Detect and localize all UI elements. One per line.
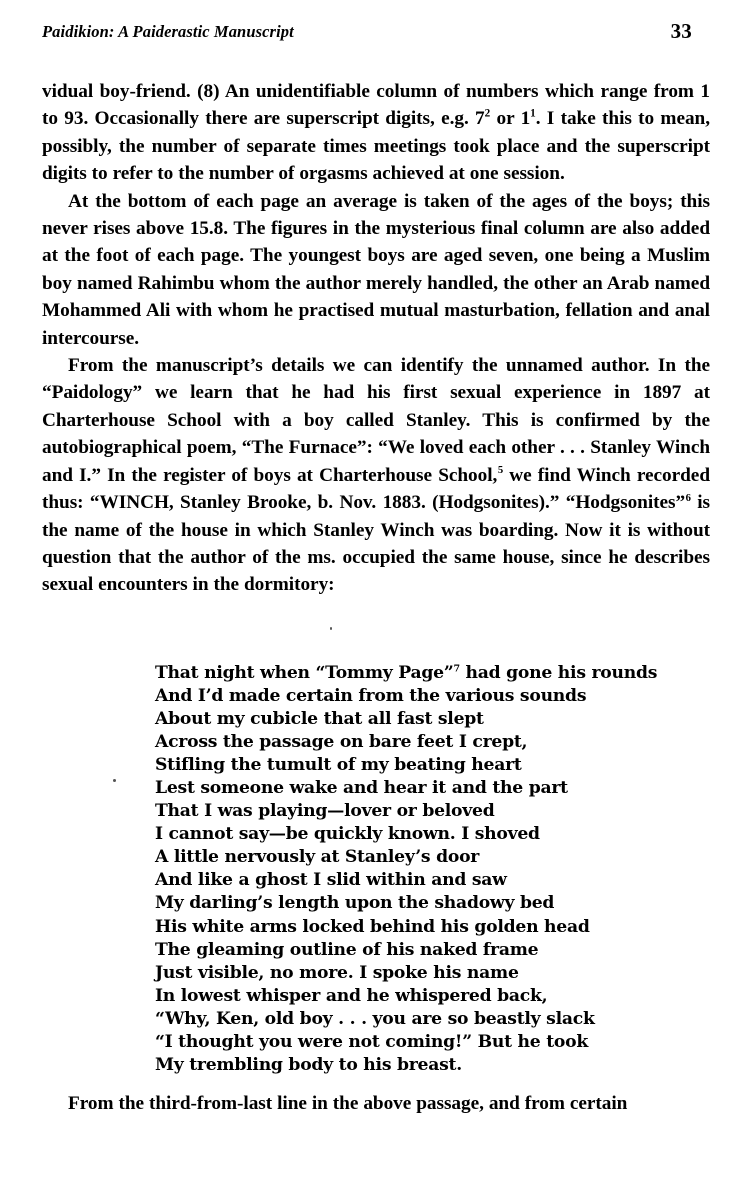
verse-line: That I was playing—lover or beloved <box>155 801 495 822</box>
verse-line: That night when “Tommy Page”$^7$ had gone his rounds <box>155 663 658 683</box>
running-head <box>42 19 692 48</box>
verse-line: “I thought you were not coming!” But he took <box>155 1031 588 1052</box>
verse-line: The gleaming outline of his naked frame <box>155 939 539 960</box>
paragraph-1: vidual boy-friend. (8) An unidentifiable column of numbers which range from 1 to 93. Occasionally there are superscript digits, e.g. $7^2$ or $1^1$. I take this to mean, possibly, the number of separate times meetings took place and the superscript digits to refer to the number of orgasms achieved at one session. <box>42 81 710 185</box>
verse-line: His white arms locked behind his golden head <box>155 916 590 937</box>
footnote-marker: 6 <box>685 492 691 504</box>
closing-paragraph-block <box>42 1090 710 1117</box>
superscript-digit: 2 <box>484 107 491 120</box>
verse-line: Lest someone wake and hear it and the part <box>155 778 568 799</box>
verse-line: Just visible, no more. I spoke his name <box>155 962 519 983</box>
closing-paragraph: From the third-from-last line in the above passage, and from certain <box>68 1093 628 1114</box>
running-head-title: Paidikion: A Paiderastic Manuscript <box>42 22 294 41</box>
superscript-digit: 1 <box>530 107 536 120</box>
paragraph-3: From the manuscript’s details we can identify the unnamed author. In the “Paidology” we learn that he had his first sexual experience in 1897 at Charterhouse School with a boy called Stanley. This is confirmed by the autobiographical poem, “The Furnace”: “We loved each other . . . Stanley Winch and I.” In the register of boys at Charterhouse School,$^5$ we find Winch recorded thus: “WINCH, Stanley Brooke, b. Nov. 1883. (Hodgsonites).” “Hodgsonites”$^6$ is the name of the house in which Stanley Winch was boarding. Now it is without question that the author of the ms. occupied the same house, since he describes sexual encounters in the dormitory: <box>42 355 710 596</box>
verse-line: A little nervously at Stanley’s door <box>155 847 480 868</box>
verse-line: I cannot say—be quickly known. I shoved <box>155 824 540 845</box>
verse-line: In lowest whisper and he whispered back, <box>155 985 548 1006</box>
footnote-marker: 5 <box>497 465 504 477</box>
paragraph-2: At the bottom of each page an average is taken of the ages of the boys; this never rises above 15.8. The figures in the mysterious final column are also added at the foot of each page. The youngest boys are aged seven, one being a Muslim boy named Rahimbu whom the author merely handled, the other an Arab named Mohammed Ali with whom he practised mutual masturbation, fellation and anal intercourse. <box>42 190 710 349</box>
verse-quotation <box>155 662 658 1077</box>
scan-speck-artifact <box>113 779 116 782</box>
verse-line: My trembling body to his breast. <box>155 1054 462 1075</box>
footnote-marker: 7 <box>453 663 460 675</box>
body-text-block <box>42 78 710 599</box>
verse-line: Stifling the tumult of my beating heart <box>155 755 522 776</box>
verse-line: About my cubicle that all fast slept <box>155 709 484 730</box>
verse-line: And like a ghost I slid within and saw <box>155 870 507 891</box>
verse-line: And I’d made certain from the various sounds <box>155 686 587 707</box>
page-number: 33 <box>670 19 692 43</box>
verse-line: My darling’s length upon the shadowy bed <box>155 893 555 914</box>
verse-line: Across the passage on bare feet I crept, <box>155 732 528 753</box>
verse-line: “Why, Ken, old boy . . . you are so beastly slack <box>155 1008 595 1029</box>
scan-speck-artifact <box>330 627 332 630</box>
